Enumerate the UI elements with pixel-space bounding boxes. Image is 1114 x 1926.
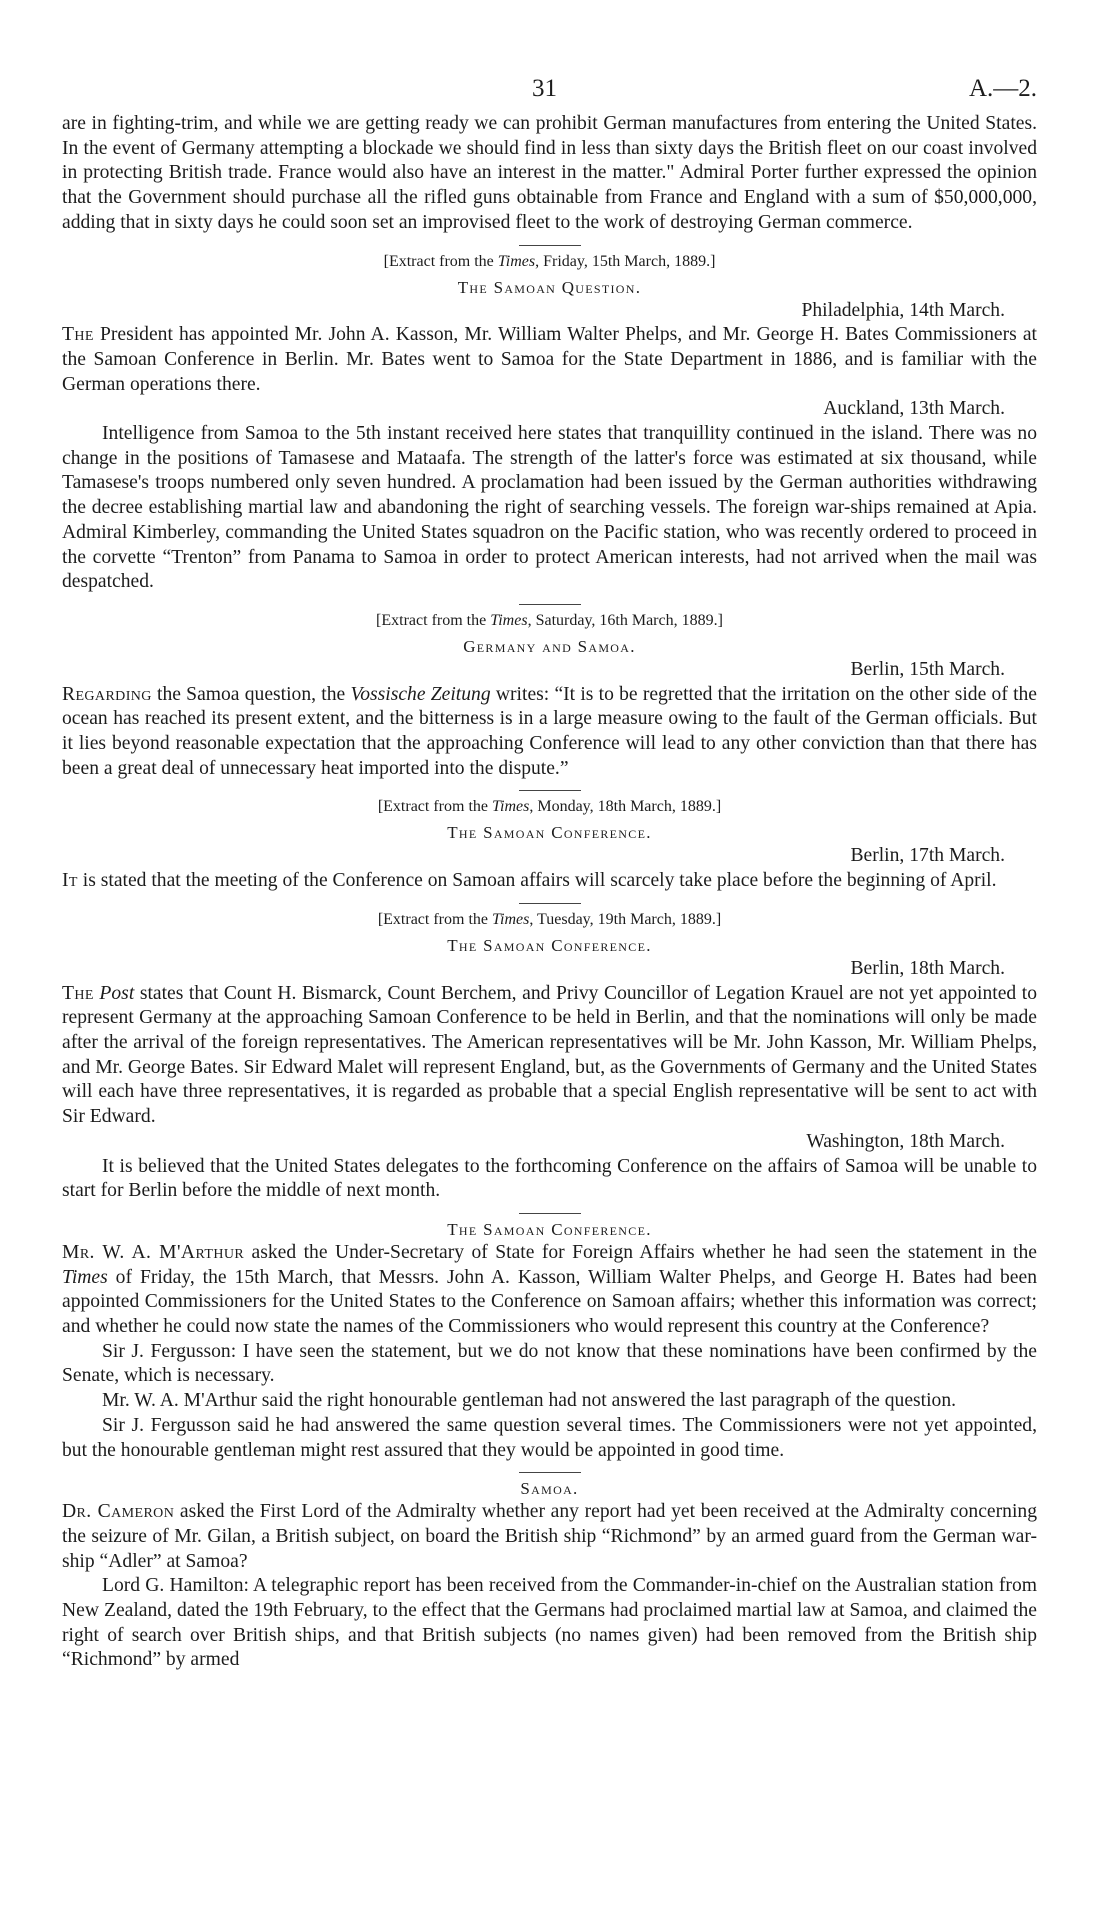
section-title: Germany and Samoa. xyxy=(463,636,636,656)
paragraph: Intelligence from Samoa to the 5th instant received here states that tranquillity continued in the island. There was no change in the positions of Tamasese and Mataafa. The strength of the latter's force was estimated at six thousand, while Tamasese's troops numbered only seven hundred. A proclamation had been issued by the German authorities withdrawing the decree establishing martial law and abandoning the right of searching vessels. The foreign war-ships remained at Apia. Admiral Kimberley, commanding the United States squadron on the Pacific station, who was recently ordered to proceed in the corvette “Trenton” from Panama to Samoa in order to protect American interests, had not arrived when the mail was despatched. xyxy=(62,423,1037,593)
section-title: The Samoan Question. xyxy=(457,277,642,297)
extract-citation: [Extract from the Times, Saturday, 16th March, 1889.] xyxy=(376,611,723,629)
paragraph: The Post states that Count H. Bismarck, Count Berchem, and Privy Councillor of Legation Krauel are not yet appointed to represent Germany at the approaching Samoan Conference to be held in Berlin, and that the nominations will only be made after the arrival of the foreign representatives. The American representatives will be Mr. John Kasson, Mr. William Phelps, and Mr. George Bates. Sir Edward Malet will represent England, but, as the Governments of Germany and the United States will each have three representatives, it is regarded as probable that a special English representative will be sent to act with Sir Edward. xyxy=(62,982,1038,1128)
section-title: The Samoan Conference. xyxy=(447,935,652,955)
document-page xyxy=(62,0,1037,1673)
paragraph: It is believed that the United States delegates to the forthcoming Conference on the affairs of Samoa will be unable to start for Berlin before the middle of next month. xyxy=(62,1155,1037,1202)
dateline: Berlin, 15th March. xyxy=(850,658,1005,680)
section-divider xyxy=(519,903,581,904)
page-header xyxy=(62,0,1037,112)
dateline: Washington, 18th March. xyxy=(806,1130,1005,1152)
paragraph: It is stated that the meeting of the Conference on Samoan affairs will scarcely take place before the beginning of April. xyxy=(62,870,997,892)
dateline: Berlin, 18th March. xyxy=(850,957,1005,979)
paragraph: The President has appointed Mr. John A. Kasson, Mr. William Walter Phelps, and Mr. George H. Bates Commissioners at the Samoan Conference in Berlin. Mr. Bates went to Samoa for the State Department in 1886, and is familiar with the German operations there. xyxy=(62,324,1037,395)
section-divider xyxy=(519,790,581,791)
extract-citation: [Extract from the Times, Tuesday, 19th March, 1889.] xyxy=(377,910,722,928)
section-divider xyxy=(519,245,581,246)
paragraph: Sir J. Fergusson: I have seen the statement, but we do not know that these nominations have been confirmed by the Senate, which is necessary. xyxy=(62,1340,1037,1387)
dateline: Berlin, 17th March. xyxy=(850,845,1005,867)
dateline: Auckland, 13th March. xyxy=(823,398,1005,420)
paragraph: Dr. Cameron asked the First Lord of the Admiralty whether any report had yet been received at the Admiralty concerning the seizure of Mr. Gilan, a British subject, on board the British ship “Richmond” by an armed guard from the German war-ship “Adler” at Samoa? xyxy=(62,1501,1037,1572)
dateline: Philadelphia, 14th March. xyxy=(801,299,1005,321)
paragraph: Lord G. Hamilton: A telegraphic report has been received from the Commander-in-chief on the Australian station from New Zealand, dated the 19th February, to the effect that the Germans had proclaimed martial law at Samoa, and claimed the right of search over British ships, and that British subjects (no names given) had been removed from the British ship “Richmond” by armed xyxy=(62,1575,1037,1671)
document-reference: A.—2. xyxy=(968,75,1037,102)
extract-citation: [Extract from the Times, Monday, 18th March, 1889.] xyxy=(377,798,722,816)
extract-citation: [Extract from the Times, Friday, 15th March, 1889.] xyxy=(383,252,716,270)
section-title: Samoa. xyxy=(520,1479,579,1499)
paragraph: Mr. W. A. M'Arthur asked the Under-Secretary of State for Foreign Affairs whether he had seen the statement in the Times of Friday, the 15th March, that Messrs. John A. Kasson, William Walter Phelps, and George H. Bates had been appointed Commissioners for the United States to the Conference on Samoan affairs; whether this information was correct; and whether he could now state the names of the Commissioners who would represent this country at the Conference? xyxy=(62,1241,1037,1338)
section-title: The Samoan Conference. xyxy=(447,823,652,843)
paragraph: Regarding the Samoa question, the Vossische Zeitung writes: “It is to be regretted that the irritation on the other side of the ocean has reached its present extent, and the bitterness is in a large measure owing to the fault of the German officials. But it lies beyond reasonable expectation that the approaching Conference will lead to any other conviction than that there has been a great deal of unnecessary heat imported into the dispute.” xyxy=(62,683,1038,779)
section-divider xyxy=(519,1213,581,1214)
paragraph: Sir J. Fergusson said he had answered the same question several times. The Commissioners were not yet appointed, but the honourable gentleman might rest assured that they would be appointed in good time. xyxy=(62,1414,1037,1461)
paragraph: Mr. W. A. M'Arthur said the right honourable gentleman had not answered the last paragraph of the question. xyxy=(102,1390,957,1412)
intro-paragraph: are in fighting-trim, and while we are getting ready we can prohibit German manufactures from entering the United States. In the event of Germany attempting a blockade we should find in less than sixty days the British fleet on our coast involved in protecting British trade. France would also have an interest in the matter." Admiral Porter further expressed the opinion that the Government should purchase all the rifled guns obtainable from France and England with a sum of $50,000,000, adding that in sixty days he could soon set an improvised fleet to the work of destroying German commerce. xyxy=(62,113,1037,233)
page-number: 31 xyxy=(532,75,557,102)
section-divider xyxy=(519,604,581,605)
section-divider xyxy=(519,1472,581,1473)
section-title: The Samoan Conference. xyxy=(447,1219,652,1239)
